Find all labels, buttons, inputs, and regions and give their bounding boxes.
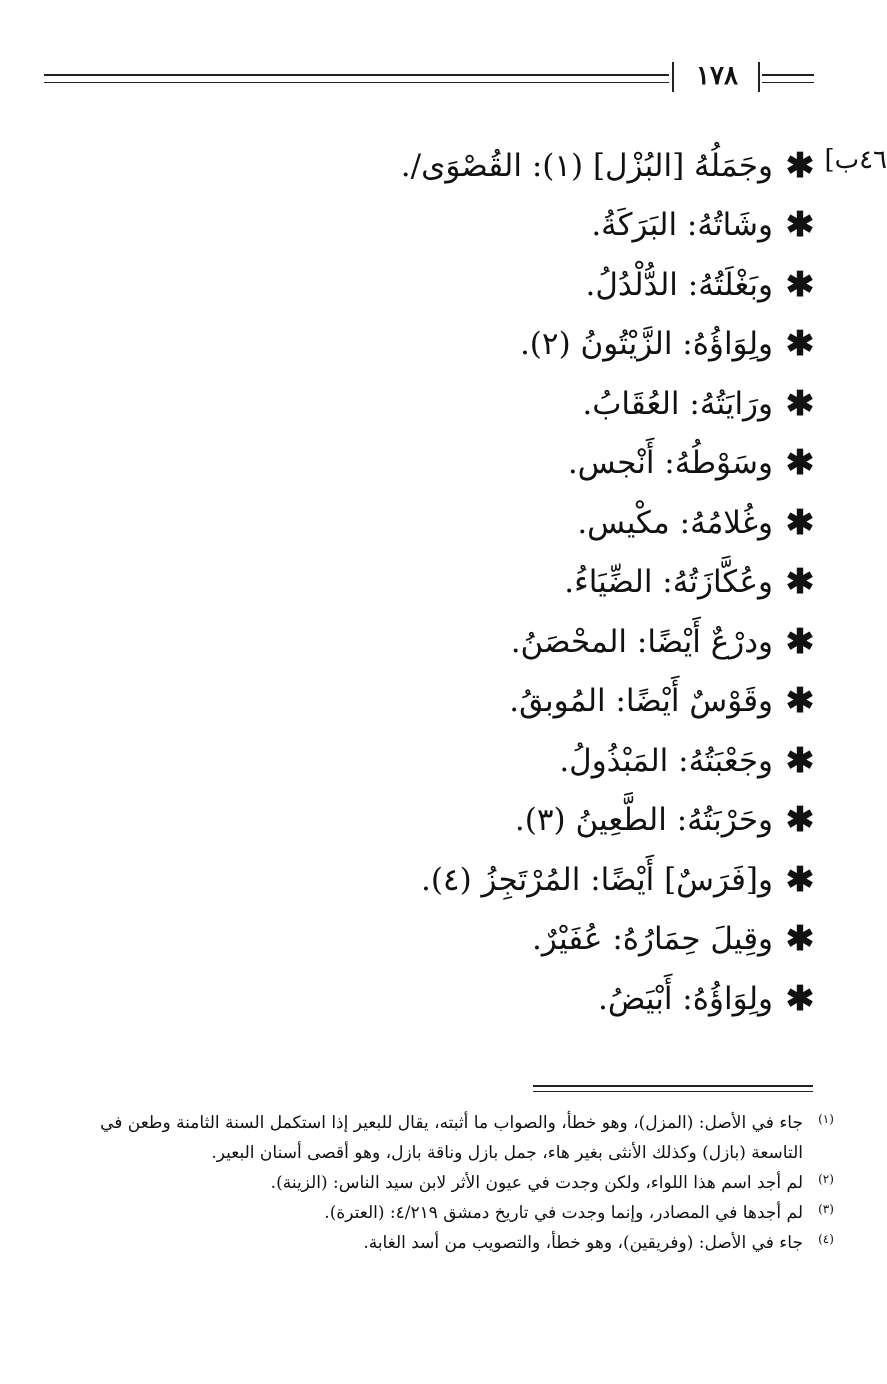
list-item-text: وغُلامُهُ: مكْيس. xyxy=(577,504,773,541)
list-item xyxy=(117,493,817,553)
list-item xyxy=(117,553,817,613)
footnote-text: لم أجد اسم هذا اللواء، ولكن وجدت في عيون الأثر لابن سيد الناس: (الزينة). xyxy=(270,1173,803,1193)
list-item xyxy=(117,434,817,494)
footnote-number: (١) xyxy=(818,1112,834,1126)
list-item-text: وجَمَلُهُ [البُزْل] (١): القُصْوَى/. xyxy=(400,147,773,184)
star-bullet-icon: ✱ xyxy=(785,502,815,543)
footnote-text: جاء في الأصل: (المزل)، وهو خطأ، والصواب ما أثبته، يقال للبعير إذا استكمل السنة الثامنة وطعن في التاسعة (بازل) وكذلك الأنثى بغير هاء، جمل بازل وناقة بازل، وهو أقصى أسنان البعير. xyxy=(100,1113,803,1163)
list-item-text: ودرْعٌ أَيْضًا: المحْصَنُ. xyxy=(510,623,773,660)
star-bullet-icon: ✱ xyxy=(785,264,815,305)
page-header xyxy=(44,58,814,98)
footnote-number: (٣) xyxy=(818,1202,834,1216)
list-item xyxy=(117,672,817,732)
star-bullet-icon: ✱ xyxy=(785,978,815,1019)
margin-folio-note: ٤٦ب] xyxy=(824,145,887,175)
list-item-text: ولِوَاؤُهُ: أَبْيَضُ. xyxy=(598,980,773,1017)
footnote-text: جاء في الأصل: (وفريقين)، وهو خطأ، والتصويب من أسد الغابة. xyxy=(363,1233,803,1253)
star-bullet-icon: ✱ xyxy=(785,859,815,900)
star-bullet-icon: ✱ xyxy=(785,383,815,424)
list-item xyxy=(117,791,817,851)
footnote-number: (٢) xyxy=(818,1172,834,1186)
star-bullet-icon: ✱ xyxy=(785,681,815,722)
star-bullet-icon: ✱ xyxy=(785,562,815,603)
list-item xyxy=(117,315,817,375)
footnote xyxy=(43,1168,843,1198)
footnote xyxy=(43,1228,843,1258)
footnote-separator xyxy=(533,1085,813,1092)
star-bullet-icon: ✱ xyxy=(785,324,815,365)
list-item-text: وسَوْطُهُ: أَنْجس. xyxy=(567,445,773,482)
list-item-text: وقَوْسٌ أَيْضًا: المُوبقُ. xyxy=(509,683,773,720)
list-item-text: وجَعْبَتُهُ: المَبْذُولُ. xyxy=(559,742,773,779)
list-item xyxy=(117,196,817,256)
footnote xyxy=(43,1108,843,1168)
list-item xyxy=(117,255,817,315)
footnotes xyxy=(43,1108,843,1258)
star-bullet-icon: ✱ xyxy=(785,919,815,960)
star-bullet-icon: ✱ xyxy=(785,443,815,484)
list-item xyxy=(117,612,817,672)
header-rule-left xyxy=(44,74,669,83)
header-divider-left xyxy=(672,62,674,92)
list-item-text: ورَايَتُهُ: العُقَابُ. xyxy=(582,385,773,422)
list-item xyxy=(117,374,817,434)
star-bullet-icon: ✱ xyxy=(785,205,815,246)
list-item xyxy=(117,910,817,970)
header-rule-right xyxy=(762,74,814,83)
list-item-text: وقِيلَ حِمَارُهُ: عُفَيْرٌ. xyxy=(531,921,773,958)
footnote-text: لم أجدها في المصادر، وإنما وجدت في تاريخ دمشق ٤/٢١٩: (العترة). xyxy=(324,1203,803,1223)
list-item xyxy=(117,136,817,196)
attribute-list xyxy=(117,136,817,1029)
header-divider-right xyxy=(758,62,760,92)
star-bullet-icon: ✱ xyxy=(785,740,815,781)
list-item xyxy=(117,850,817,910)
list-item xyxy=(117,731,817,791)
page-number: ١٧٨ xyxy=(696,61,738,91)
star-bullet-icon: ✱ xyxy=(785,800,815,841)
list-item-text: وشَاتُهُ: البَرَكَةُ. xyxy=(591,207,773,244)
star-bullet-icon: ✱ xyxy=(785,145,815,186)
list-item-text: و[فَرَسٌ] أَيْضًا: المُرْتَجِزُ (٤). xyxy=(420,861,773,898)
list-item-text: وعُكَّازَتُهُ: الضِّيَاءُ. xyxy=(564,564,773,601)
list-item-text: وحَرْبَتُهُ: الطَّعِينُ (٣). xyxy=(514,802,773,839)
list-item-text: ولِوَاؤُهُ: الزَّيْتُونُ (٢). xyxy=(519,326,773,363)
list-item xyxy=(117,969,817,1029)
footnote-number: (٤) xyxy=(818,1232,834,1246)
star-bullet-icon: ✱ xyxy=(785,621,815,662)
footnote xyxy=(43,1198,843,1228)
list-item-text: وبَغْلَتُهُ: الدُّلْدُلُ. xyxy=(585,266,773,303)
